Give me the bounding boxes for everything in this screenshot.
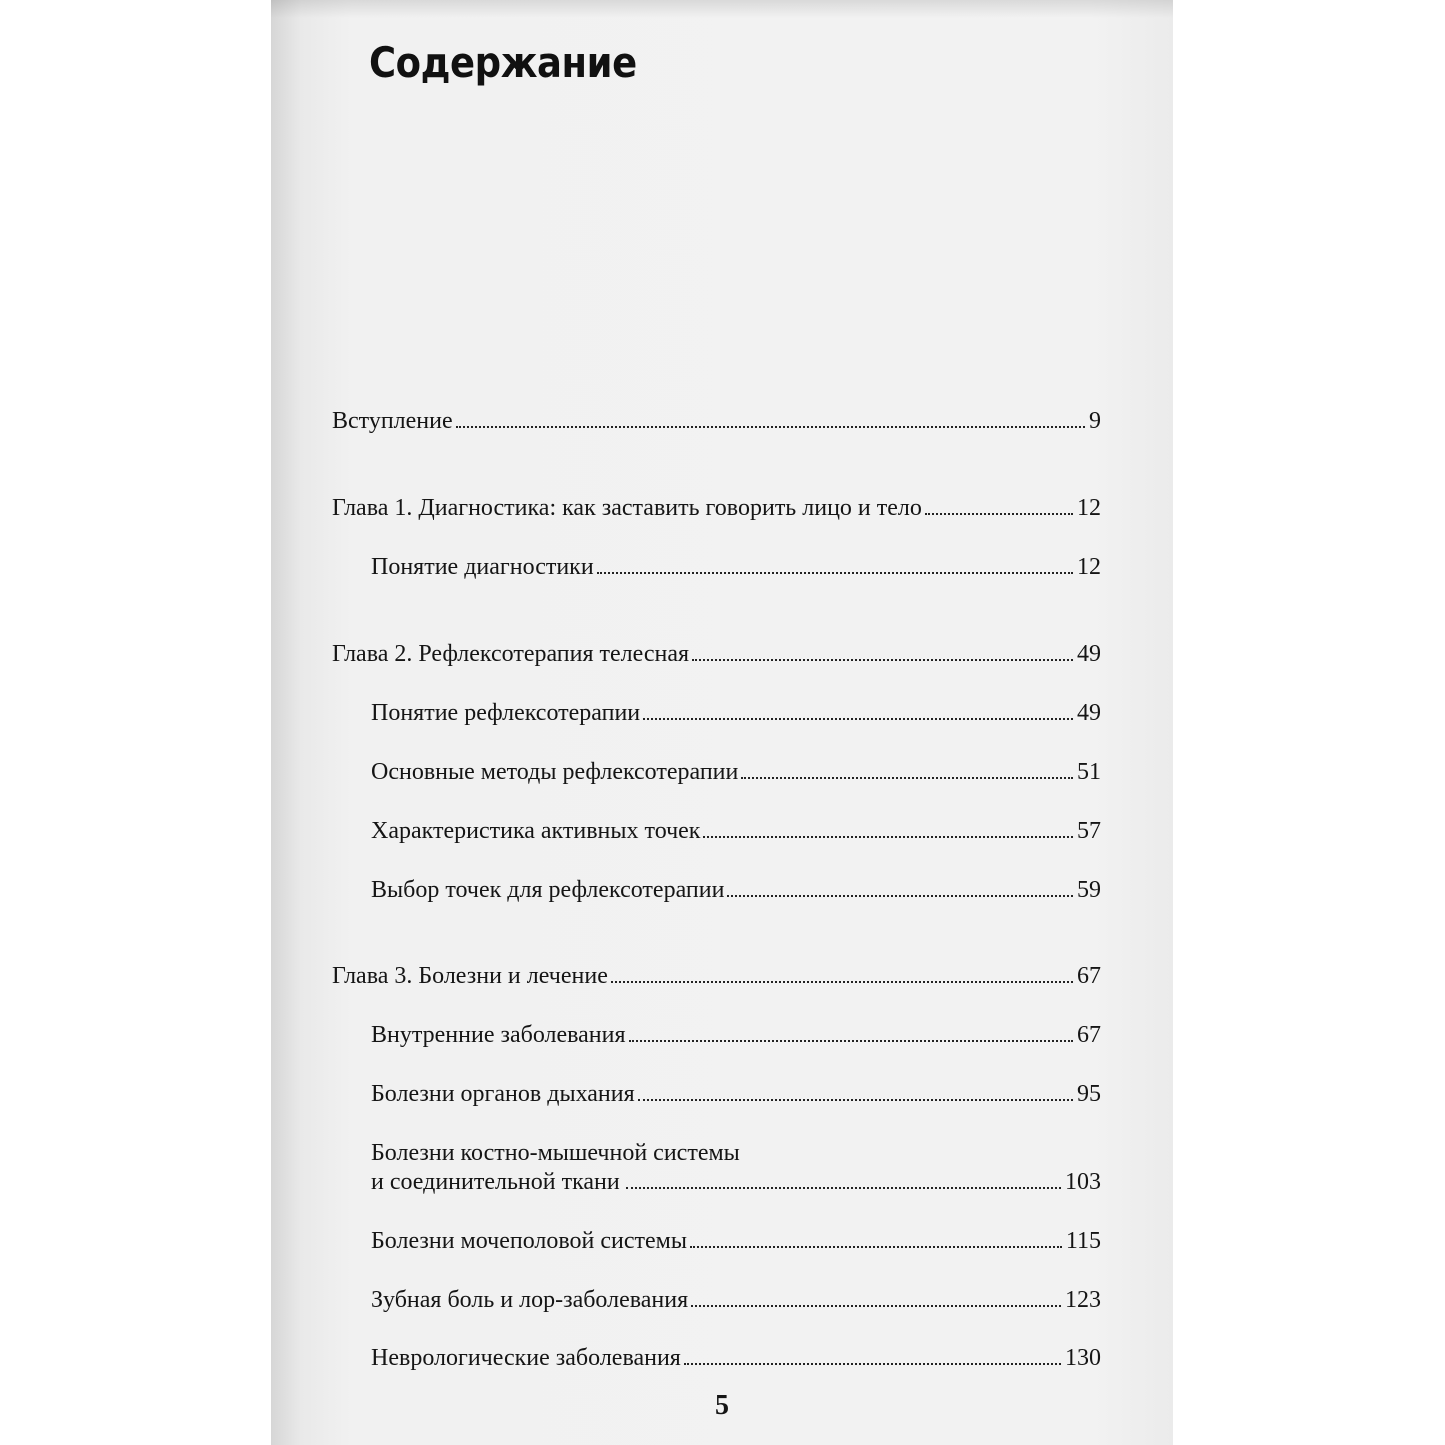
dot-leader [629,1040,1073,1042]
toc-entry-page: 57 [1077,818,1101,844]
dot-leader [638,1099,1073,1101]
toc-entry-section [371,876,1101,905]
toc-entry-page: 49 [1077,700,1101,726]
dot-leader [597,572,1073,574]
toc-entry-section [371,1344,1101,1373]
dot-leader [703,836,1073,838]
toc-entry-section [371,1286,1101,1315]
toc-entry-section [371,1021,1101,1050]
toc-entry-section-multiline [371,1139,1101,1197]
toc-entry-section [371,699,1101,728]
toc-entry-label: Зубная боль и лор-заболевания [371,1287,689,1313]
toc-entry-label: Глава 1. Диагностика: как заставить говорить лицо и тело [332,495,922,521]
toc-entry-page: 95 [1077,1081,1101,1107]
page-top-shadow [271,0,1173,18]
dot-leader [692,659,1073,661]
dot-leader [456,426,1085,428]
toc-entry-page: 49 [1077,641,1101,667]
toc-entry-page: 103 [1065,1169,1101,1195]
toc-entry-intro [332,407,1101,436]
toc-entry-chapter-1 [332,494,1101,523]
toc-entry-label: Внутренние заболевания [371,1022,626,1048]
toc-entry-page: 67 [1077,963,1101,989]
toc-entry-label: Характеристика активных точек [371,818,701,844]
toc-entry-page: 51 [1077,759,1101,785]
dot-leader [925,513,1073,515]
dot-leader [727,895,1073,897]
toc-entry-label-line2: и соединительной ткани [371,1169,620,1195]
toc-entry-page: 115 [1065,1228,1101,1254]
toc-entry-page: 12 [1077,554,1101,580]
dot-leader [611,981,1073,983]
toc-entry-label: Неврологические заболевания [371,1345,681,1371]
toc-entry-section [371,1080,1101,1109]
toc-entry-label: Глава 2. Рефлексотерапия телесная [332,641,690,667]
toc-entry-label: Выбор точек для рефлексотерапии [371,877,725,903]
toc-entry-label: Понятие рефлексотерапии [371,700,641,726]
dot-leader [643,718,1073,720]
toc-entry-label: Понятие диагностики [371,554,594,580]
toc-entry-label-line1: Болезни костно-мышечной системы [371,1140,740,1166]
dot-leader [741,777,1073,779]
toc-entry-label: Болезни мочеполовой системы [371,1228,687,1254]
toc-entry-chapter-3 [332,962,1101,991]
toc-entry-label: Основные методы рефлексотерапии [371,759,739,785]
page-title: Содержание [369,38,637,87]
toc-entry-section [371,758,1101,787]
toc-entry-page: 130 [1065,1345,1101,1371]
dot-leader [626,1187,1061,1189]
toc-entry-page: 12 [1077,495,1101,521]
toc-entry-section [371,1227,1101,1256]
dot-leader [691,1305,1061,1307]
toc-entry-section [371,817,1101,846]
toc-entry-page: 123 [1065,1287,1101,1313]
page-number: 5 [715,1390,729,1421]
toc-entry-label: Вступление [332,408,453,434]
toc-entry-page: 9 [1089,408,1101,434]
toc-entry-label: Глава 3. Болезни и лечение [332,963,608,989]
toc-entry-page: 59 [1077,877,1101,903]
dot-leader [684,1363,1061,1365]
dot-leader [690,1246,1062,1248]
toc-entry-label: Болезни органов дыхания [371,1081,635,1107]
toc-entry-section [371,553,1101,582]
toc-entry-page: 67 [1077,1022,1101,1048]
book-page [271,0,1173,1445]
toc-entry-chapter-2 [332,640,1101,669]
